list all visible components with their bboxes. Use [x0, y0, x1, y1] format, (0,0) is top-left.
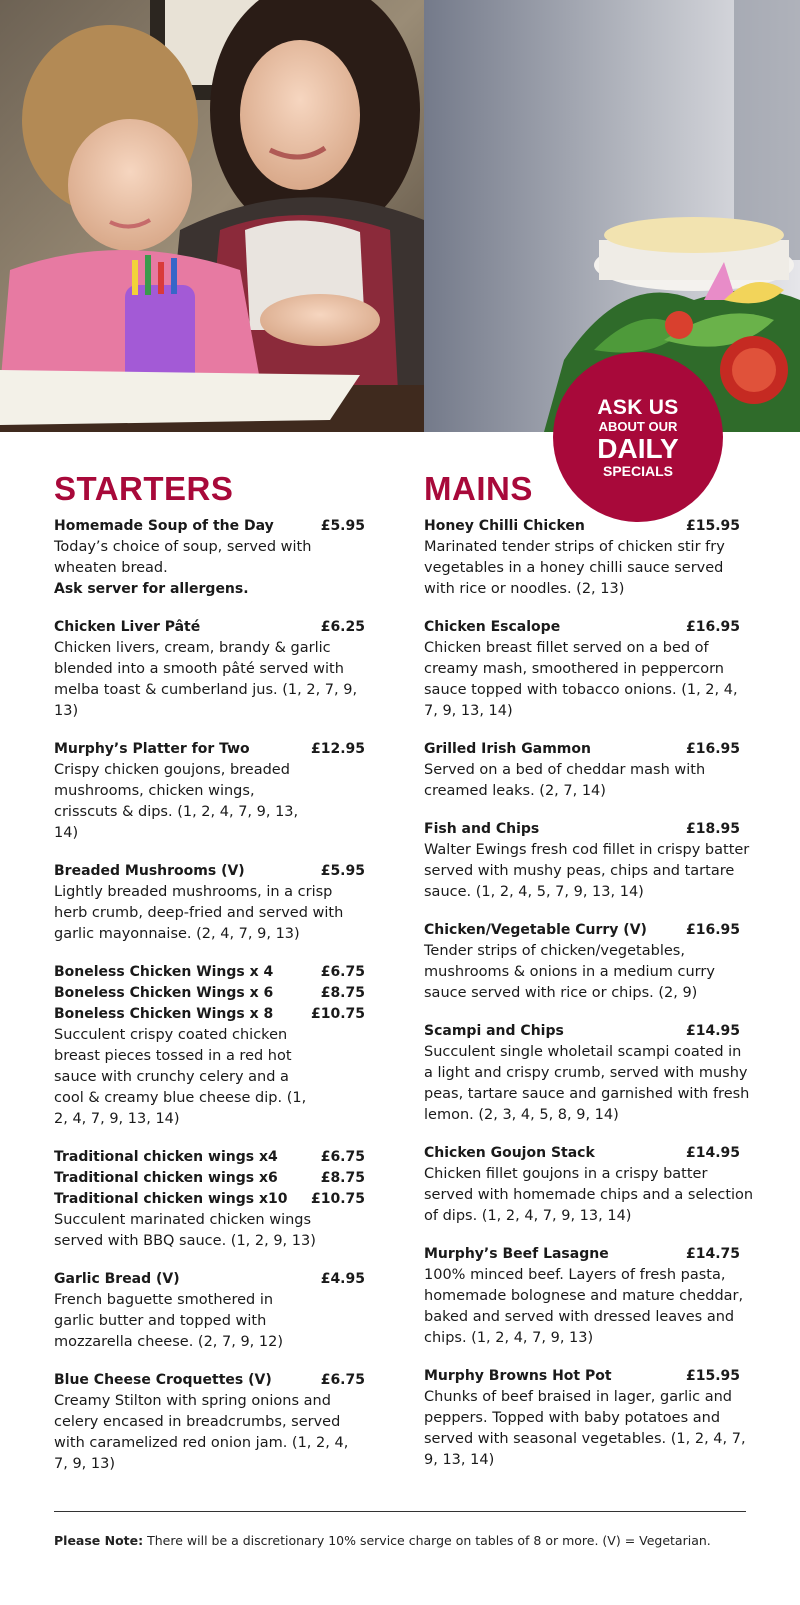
item-description: Succulent marinated chicken wings served with BBQ sauce. (1, 2, 9, 13) [54, 1212, 316, 1249]
item-header [424, 1143, 740, 1164]
menu-item [424, 920, 754, 1004]
item-description: Today’s choice of soup, served with wheaten bread. [54, 539, 312, 576]
item-price: £14.75 [685, 1246, 740, 1262]
item-price: £5.95 [320, 863, 365, 879]
starters-section [54, 472, 374, 1492]
item-description: Creamy Stilton with spring onions and celery encased in breadcrumbs, served with caramelized red onion jam. (1, 2, 4, 7, 9, 13) [54, 1393, 349, 1472]
footer-label: Please Note: [54, 1533, 144, 1548]
item-price: £12.95 [310, 741, 365, 757]
item-header [424, 516, 740, 537]
item-name: Boneless Chicken Wings x 4 [54, 964, 274, 980]
item-price: £10.75 [310, 1006, 365, 1022]
item-header [424, 739, 740, 760]
menu-item [54, 962, 374, 1130]
item-header [54, 861, 365, 882]
menu-item [424, 1366, 754, 1471]
item-header [424, 920, 740, 941]
mains-section [424, 472, 754, 1488]
menu-item [424, 516, 754, 600]
menu-item [54, 861, 374, 945]
badge-line-4: SPECIALS [602, 462, 673, 479]
item-price: £16.95 [685, 741, 740, 757]
item-description: Served on a bed of cheddar mash with creamed leaks. (2, 7, 14) [424, 762, 706, 799]
mains-title: MAINS [424, 470, 533, 507]
item-description: Chicken fillet goujons in a crispy batter served with homemade chips and a selection of dips. (1, 2, 4, 7, 9, 13, 14) [424, 1166, 754, 1224]
item-description: Tender strips of chicken/vegetables, mushrooms & onions in a medium curry sauce served with rice or chips. (2, 9) [424, 943, 715, 1001]
item-price: £6.75 [320, 1149, 365, 1165]
item-description: Chicken livers, cream, brandy & garlic blended into a smooth pâté served with melba toast & cumberland jus. (1, 2, 7, 9, 13) [54, 640, 358, 719]
item-price: £14.95 [685, 1145, 740, 1161]
badge-line-1: ASK US [597, 395, 679, 419]
item-name: Blue Cheese Croquettes (V) [54, 1372, 272, 1388]
item-price: £8.75 [320, 985, 365, 1001]
footer-note [54, 1533, 711, 1548]
item-name: Traditional chicken wings x6 [54, 1170, 278, 1186]
item-header [54, 1147, 365, 1168]
menu-item [54, 617, 374, 722]
item-price: £4.95 [320, 1271, 365, 1287]
badge-line-3: DAILY [597, 432, 679, 464]
menu-item [54, 1370, 374, 1475]
starters-title: STARTERS [54, 470, 234, 507]
item-description: Marinated tender strips of chicken stir fry vegetables in a honey chilli sauce served with rice or noodles. (2, 13) [424, 539, 725, 597]
item-price: £8.75 [320, 1170, 365, 1186]
item-price: £6.25 [320, 619, 365, 635]
menu-item [54, 739, 374, 844]
item-header [54, 516, 365, 537]
item-name: Boneless Chicken Wings x 6 [54, 985, 274, 1001]
item-price: £15.95 [685, 1368, 740, 1384]
item-header [54, 962, 365, 983]
footer-text: There will be a discretionary 10% service charge on tables of 8 or more. (V) = Vegetarian. [147, 1533, 711, 1548]
item-description: Lightly breaded mushrooms, in a crisp herb crumb, deep-fried and served with garlic mayonnaise. (2, 4, 7, 9, 13) [54, 884, 344, 942]
item-name: Chicken Goujon Stack [424, 1145, 595, 1161]
item-name: Traditional chicken wings x10 [54, 1191, 288, 1207]
item-name: Honey Chilli Chicken [424, 518, 585, 534]
item-price: £16.95 [685, 922, 740, 938]
item-description: Walter Ewings fresh cod fillet in crispy batter served with mushy peas, chips and tartare sauce. (1, 2, 4, 5, 7, 9, 13, 14) [424, 842, 750, 900]
item-price: £6.75 [320, 1372, 365, 1388]
photo-child-and-mother [0, 0, 424, 432]
item-header [424, 1366, 740, 1387]
item-header [54, 739, 365, 760]
item-header [54, 1168, 365, 1189]
item-price: £18.95 [685, 821, 740, 837]
item-header [424, 819, 740, 840]
item-price: £14.95 [685, 1023, 740, 1039]
menu-item [424, 1244, 754, 1349]
item-price: £5.95 [320, 518, 365, 534]
item-name: Chicken Liver Pâté [54, 619, 201, 635]
item-name: Traditional chicken wings x4 [54, 1149, 278, 1165]
item-header [54, 1269, 365, 1290]
item-price: £6.75 [320, 964, 365, 980]
item-description: French baguette smothered in garlic butter and topped with mozzarella cheese. (2, 7, 9, 12) [54, 1292, 284, 1350]
item-header [424, 617, 740, 638]
item-name: Grilled Irish Gammon [424, 741, 591, 757]
menu-item [424, 1143, 754, 1227]
item-name: Garlic Bread (V) [54, 1271, 180, 1287]
menu-item [424, 617, 754, 722]
daily-specials-badge [553, 352, 723, 522]
item-name: Chicken Escalope [424, 619, 561, 635]
badge-line-2: ABOUT OUR [598, 418, 678, 434]
item-header [54, 1004, 365, 1025]
item-header [54, 617, 365, 638]
item-name: Chicken/Vegetable Curry (V) [424, 922, 647, 938]
menu-item [54, 1147, 374, 1252]
item-description: 100% minced beef. Layers of fresh pasta, homemade bolognese and mature cheddar, baked and served with dressed leaves and chips. (1, 2, 4, 7, 9, 13) [424, 1267, 744, 1346]
item-name: Scampi and Chips [424, 1023, 564, 1039]
item-header [54, 1370, 365, 1391]
item-price: £15.95 [685, 518, 740, 534]
item-name: Breaded Mushrooms (V) [54, 863, 245, 879]
item-header [424, 1244, 740, 1265]
item-name: Boneless Chicken Wings x 8 [54, 1006, 274, 1022]
item-price: £10.75 [310, 1191, 365, 1207]
item-name: Murphy Browns Hot Pot [424, 1368, 612, 1384]
menu-item [424, 1021, 754, 1126]
item-header [54, 983, 365, 1004]
item-description: Crispy chicken goujons, breaded mushrooms, chicken wings, crisscuts & dips. (1, 2, 4, 7, 9, 13, 14) [54, 762, 299, 841]
item-name: Murphy’s Beef Lasagne [424, 1246, 609, 1262]
item-name: Homemade Soup of the Day [54, 518, 274, 534]
item-price: £16.95 [685, 619, 740, 635]
footer-divider [54, 1511, 746, 1512]
item-header [54, 1189, 365, 1210]
menu-item [424, 739, 754, 802]
menu-item [54, 516, 374, 600]
menu-item [54, 1269, 374, 1353]
item-description: Chunks of beef braised in lager, garlic and peppers. Topped with baby potatoes and served with seasonal vegetables. (1, 2, 4, 7, 9, 13, 14) [424, 1389, 746, 1468]
item-name: Fish and Chips [424, 821, 540, 837]
item-description: Succulent crispy coated chicken breast pieces tossed in a red hot sauce with crunchy celery and a cool & creamy blue cheese dip. (1, 2, 4, 7, 9, 13, 14) [54, 1027, 307, 1127]
item-name: Murphy’s Platter for Two [54, 741, 250, 757]
allergen-note: Ask server for allergens. [54, 581, 249, 597]
item-header [424, 1021, 740, 1042]
item-description: Chicken breast fillet served on a bed of creamy mash, smoothered in peppercorn sauce topped with tobacco onions. (1, 2, 4, 7, 9, 13, 14) [424, 640, 738, 719]
item-description: Succulent single wholetail scampi coated in a light and crispy crumb, served with mushy peas, tartare sauce and garnished with fresh lemon. (2, 3, 4, 5, 8, 9, 14) [424, 1044, 750, 1123]
menu-item [424, 819, 754, 903]
